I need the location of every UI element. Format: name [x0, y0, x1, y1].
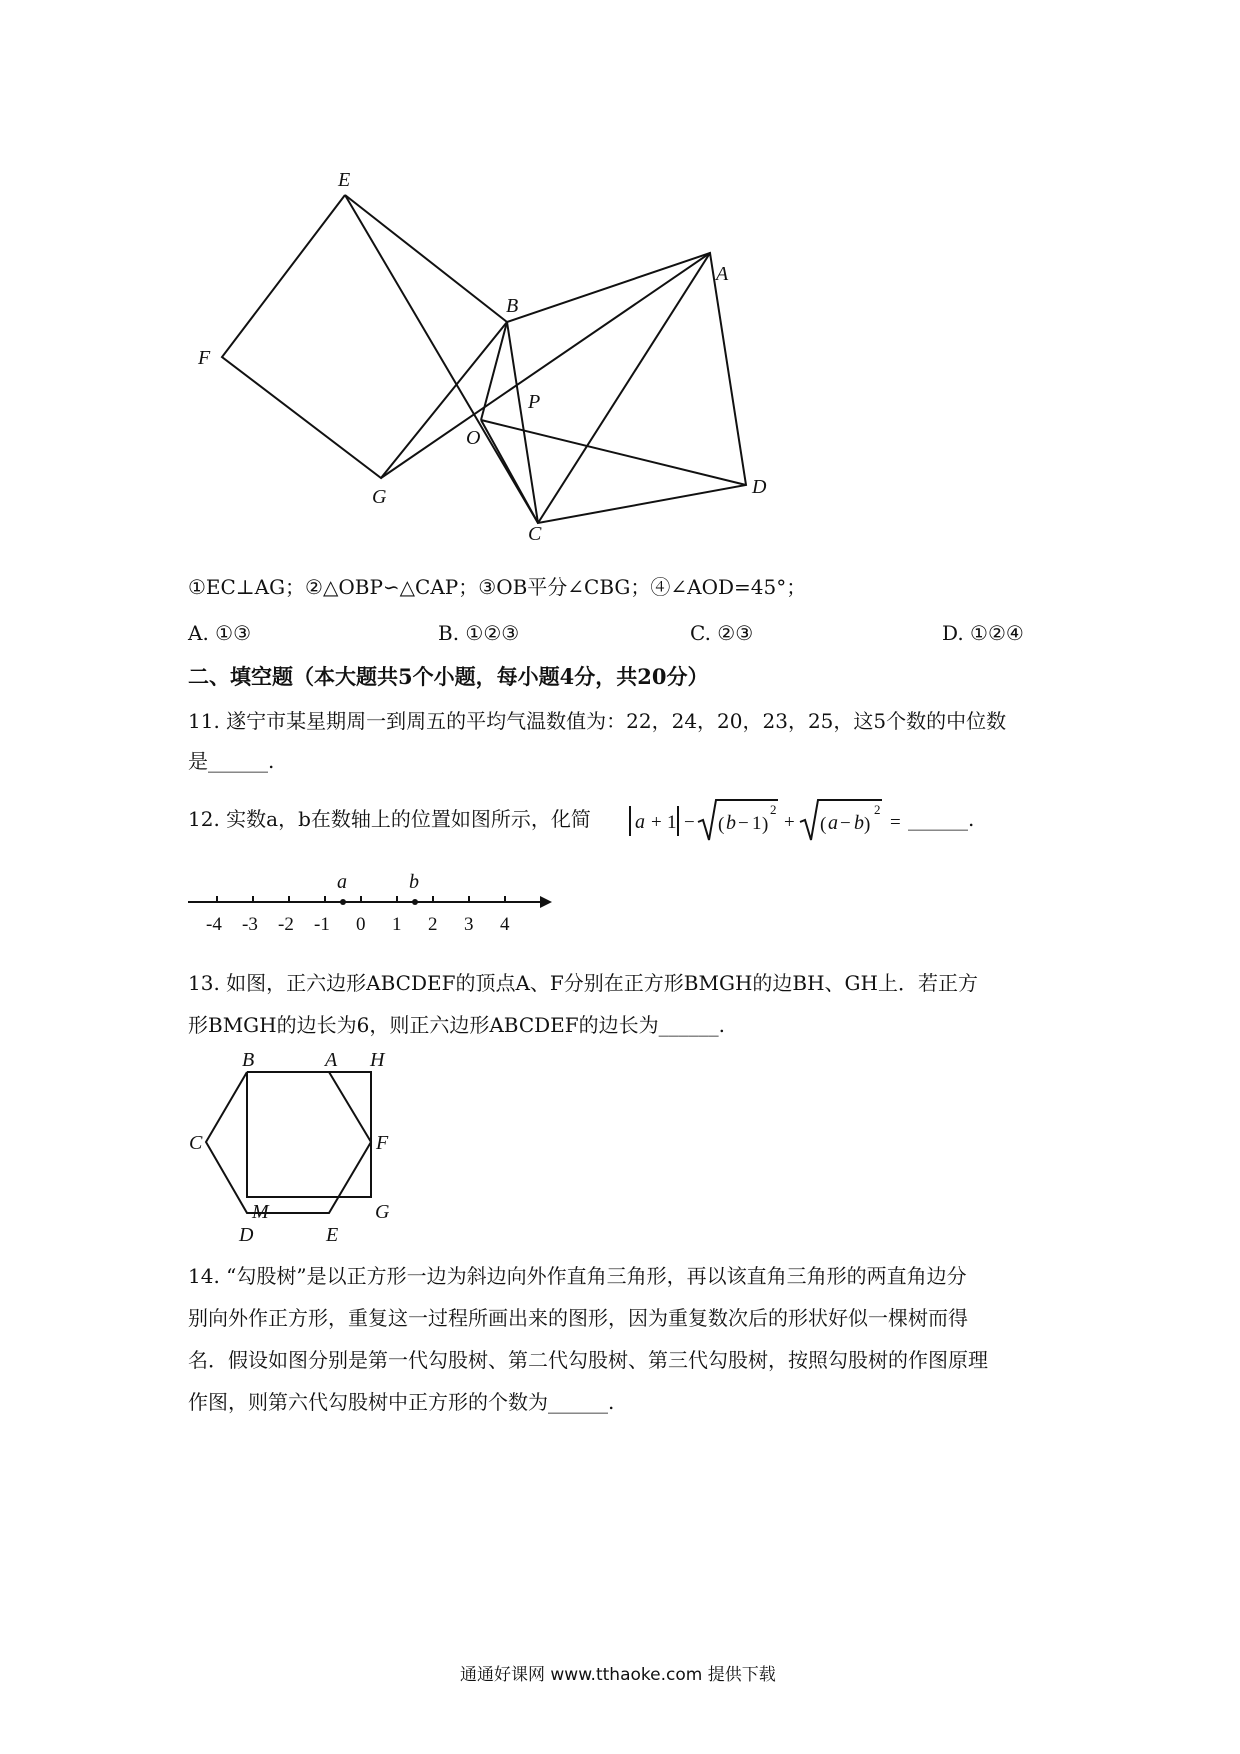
tick-label-1: 1	[392, 914, 402, 935]
q14-line1: 14. “勾股树”是以正方形一边为斜边向外作直角三角形，再以该直角三角形的两直角边分	[188, 1264, 967, 1288]
label-C: C	[528, 523, 542, 545]
section-heading: 二、填空题（本大题共5个小题，每小题4分，共20分）	[188, 664, 709, 689]
q12-text: 12. 实数a，b在数轴上的位置如图所示，化简	[188, 807, 591, 831]
label-P: P	[528, 391, 541, 413]
label-hex-B: B	[242, 1050, 255, 1071]
svg-text:b: b	[726, 812, 736, 834]
q12-formula	[626, 792, 936, 846]
q13-line2: 形BMGH的边长为6，则正六边形ABCDEF的边长为______.	[188, 1013, 726, 1037]
svg-text:+: +	[651, 812, 662, 833]
hexagon-square-lines	[206, 1072, 371, 1213]
svg-text:2: 2	[770, 802, 777, 817]
svg-text:b: b	[854, 812, 864, 834]
tick-label-3: 3	[464, 914, 474, 935]
label-G: G	[372, 486, 387, 508]
q11-line2: 是______.	[188, 749, 275, 773]
label-hex-E: E	[326, 1224, 339, 1246]
q12-blank: ______.	[908, 807, 975, 831]
label-hex-G: G	[375, 1201, 390, 1223]
formula-plus: +	[784, 812, 795, 833]
label-hex-A: A	[325, 1050, 338, 1071]
tick-label-neg4: -4	[206, 914, 222, 935]
tick-label-2: 2	[428, 914, 438, 935]
formula-abs-a-plus-1	[630, 806, 678, 836]
svg-text:): )	[762, 814, 769, 835]
q11-line1: 11. 遂宁市某星期周一到周五的平均气温数值为：22，24，20，23，25，这5个数的中位数	[188, 709, 1007, 733]
label-hex-H: H	[370, 1050, 385, 1071]
q10-statements: ①EC⊥AG；②△OBP∽△CAP；③OB平分∠CBG；④∠AOD=45°；	[188, 575, 807, 599]
svg-text:1: 1	[667, 812, 677, 833]
label-B: B	[506, 295, 519, 317]
figure-geometry-squares	[0, 0, 1240, 560]
label-b: b	[409, 871, 419, 893]
label-hex-F: F	[376, 1132, 389, 1154]
svg-text:a: a	[828, 812, 838, 834]
svg-text:2: 2	[874, 802, 881, 817]
q14-line2: 别向外作正方形，重复这一过程所画出来的图形，因为重复数次后的形状好似一棵树而得	[188, 1306, 968, 1330]
svg-text:(: (	[820, 814, 827, 835]
svg-text:−: −	[738, 813, 749, 834]
formula-minus: −	[684, 812, 695, 833]
label-E: E	[338, 169, 351, 191]
number-line-arrow	[540, 896, 552, 908]
tick-label-neg2: -2	[278, 914, 294, 935]
q10-option-a: A. ①③	[188, 621, 252, 645]
tick-label-neg1: -1	[314, 914, 330, 935]
q10-option-d: D. ①②④	[942, 621, 1024, 645]
label-F: F	[198, 347, 211, 369]
figure-number-line	[180, 868, 560, 938]
label-A: A	[716, 263, 729, 285]
label-a: a	[337, 871, 347, 893]
tick-label-0: 0	[356, 914, 366, 935]
svg-text:a: a	[635, 811, 645, 833]
figure-hexagon-square	[180, 1050, 420, 1250]
label-hex-D: D	[239, 1224, 254, 1246]
label-O: O	[466, 427, 481, 449]
svg-text:1: 1	[752, 813, 762, 834]
label-D: D	[752, 476, 767, 498]
page-footer: 通通好课网 www.tthaoke.com 提供下载	[460, 1665, 776, 1685]
point-a	[340, 899, 346, 905]
svg-text:): )	[864, 814, 871, 835]
q10-option-c: C. ②③	[690, 621, 754, 645]
formula-sqrt-b-minus-1-squared	[698, 800, 778, 840]
label-hex-M: M	[252, 1201, 269, 1223]
q13-line1: 13. 如图，正六边形ABCDEF的顶点A、F分别在正方形BMGH的边BH、GH上．若正方	[188, 971, 978, 995]
svg-text:(: (	[718, 814, 725, 835]
q14-line4: 作图，则第六代勾股树中正方形的个数为______.	[188, 1390, 615, 1414]
figure-lines	[222, 195, 746, 523]
tick-label-4: 4	[500, 914, 510, 935]
tick-label-neg3: -3	[242, 914, 258, 935]
point-b	[412, 899, 418, 905]
formula-equals: =	[890, 812, 901, 833]
svg-text:−: −	[840, 813, 851, 834]
q14-line3: 名．假设如图分别是第一代勾股树、第二代勾股树、第三代勾股树，按照勾股树的作图原理	[188, 1348, 988, 1372]
q10-option-b: B. ①②③	[438, 621, 520, 645]
label-hex-C: C	[189, 1132, 203, 1154]
formula-sqrt-a-minus-b-squared	[800, 800, 882, 840]
